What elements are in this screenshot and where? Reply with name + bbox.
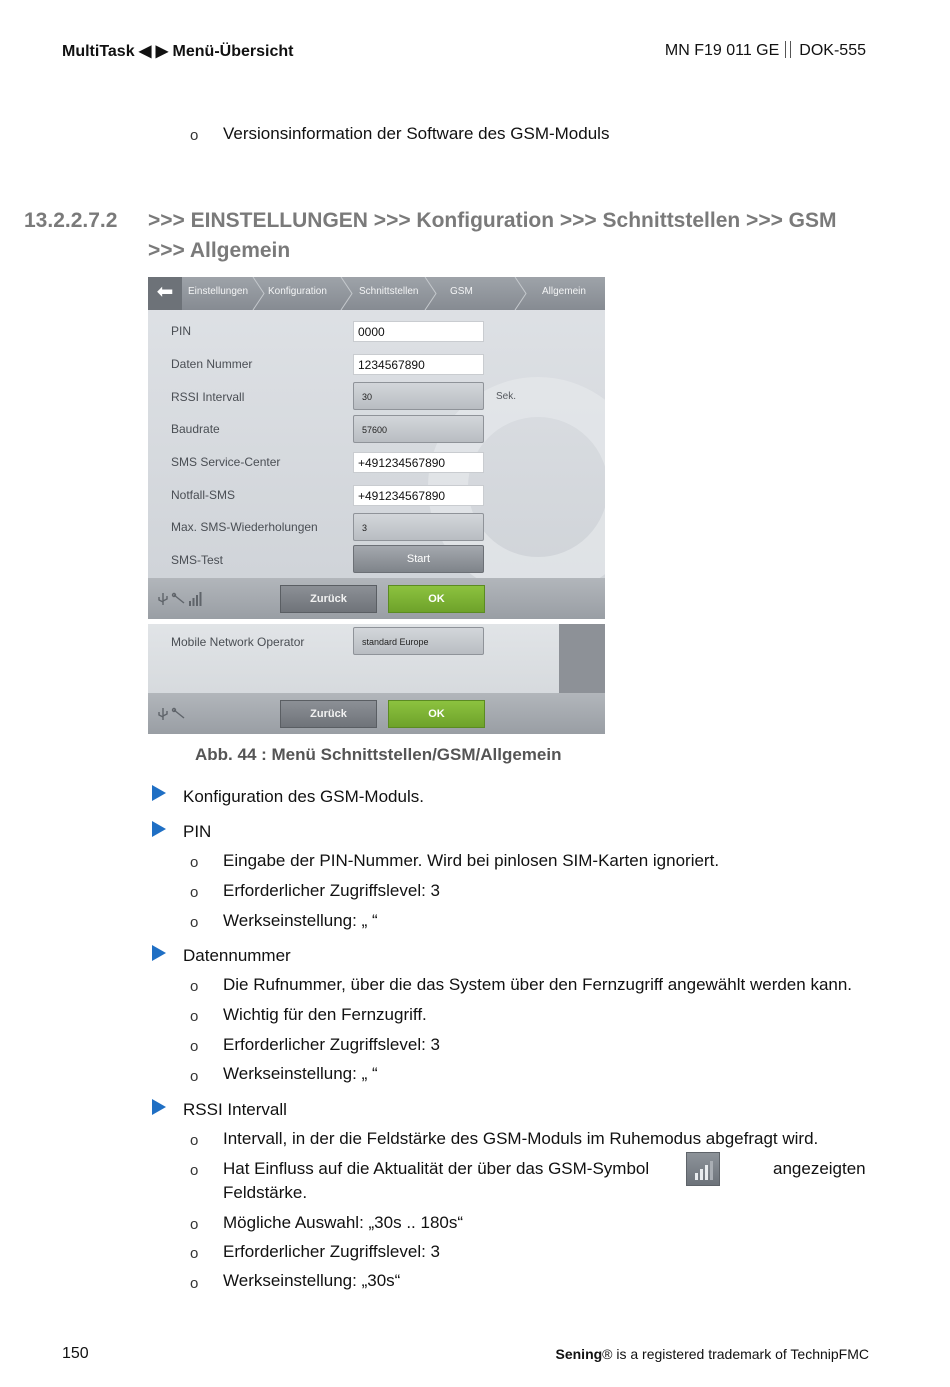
panel-footer [148,578,605,619]
usb-icon [159,708,167,720]
notfall-sms-input[interactable]: +491234567890 [353,485,484,506]
panel-footer [148,693,605,734]
header-divider [785,41,791,58]
usb-icon [159,593,167,605]
daten-nummer-label: Daten Nummer [171,357,253,371]
doc-number: MN F19 011 GE [664,42,780,59]
sub-bullet-marker: o [190,1068,199,1085]
brand-name: Sening [555,1346,603,1362]
sub-item: Erforderlicher Zugriffslevel: 3 [223,1035,440,1054]
triangle-bullet-icon [152,785,166,801]
ok-button[interactable]: OK [388,700,485,728]
sub-item: Hat Einfluss auf die Aktualität der über das GSM-Symbol [223,1159,650,1178]
sub-bullet-marker: o [190,1275,199,1292]
gsm-settings-screenshot [148,277,605,619]
sub-bullet-marker: o [190,1216,199,1233]
sub-bullet-marker: o [190,1132,199,1149]
scrollbar[interactable] [559,624,605,693]
zurueck-button[interactable]: Zurück [280,585,377,613]
sub-bullet-marker: o [190,884,199,901]
bullet-item: Konfiguration des GSM-Moduls. [183,787,424,806]
mobile-network-operator-label: Mobile Network Operator [171,635,305,649]
sub-item: Wichtig für den Fernzugriff. [223,1005,427,1024]
rssi-intervall-label: RSSI Intervall [171,390,245,404]
max-sms-wiederholungen-select[interactable]: 3 [353,513,484,541]
sub-item: Eingabe der PIN-Nummer. Wird bei pinlosen SIM-Karten ignoriert. [223,851,720,870]
sub-bullet-marker: o [190,127,199,144]
sub-bullet-marker: o [190,854,199,871]
trademark-text: ® is a registered trademark of TechnipFMC [602,1346,869,1362]
mobile-network-screenshot [148,624,605,734]
breadcrumb-gsm[interactable]: GSM [450,286,473,297]
mobile-network-operator-select[interactable]: standard Europe [353,627,484,655]
sub-item: Mögliche Auswahl: „30s .. 180s“ [223,1213,464,1232]
sub-item-continued: Feldstärke. [223,1183,308,1202]
breadcrumb-schnittstellen[interactable]: Schnittstellen [359,286,419,297]
doc-code: DOK-555 [799,42,866,59]
sub-item: Erforderlicher Zugriffslevel: 3 [223,881,440,900]
status-icons [157,591,207,607]
baudrate-select[interactable]: 57600 [353,415,484,443]
connection-icon [173,594,185,604]
max-sms-wiederholungen-label: Max. SMS-Wiederholungen [171,520,318,534]
trademark-notice [556,1346,870,1362]
breadcrumb-einstellungen[interactable]: Einstellungen [188,286,249,297]
arrow-left-icon: ⬅ [156,281,174,303]
triangle-bullet-icon [152,1099,166,1115]
ok-button[interactable]: OK [388,585,485,613]
section-title: >>> EINSTELLUNGEN >>> Konfiguration >>> Schnittstellen >>> GSM >>> Allgemein [148,209,837,262]
sub-bullet-marker: o [190,1245,199,1262]
notfall-sms-label: Notfall-SMS [171,488,236,502]
sub-item: Werkseinstellung: „ “ [223,911,378,930]
bullet-item: Datennummer [183,946,291,965]
bullet-item: PIN [183,822,212,841]
sub-item: Werkseinstellung: „30s“ [223,1271,401,1290]
daten-nummer-input[interactable]: 1234567890 [353,354,484,375]
sub-bullet-marker: o [190,914,199,931]
sub-item: Die Rufnummer, über die das System über den Fernzugriff angewählt werden kann. [223,975,853,994]
header-doc-id [665,41,866,60]
bullet-item: RSSI Intervall [183,1100,287,1119]
page-number: 150 [62,1345,89,1362]
breadcrumb-separator [340,277,354,310]
back-arrow-button[interactable] [148,277,182,310]
sub-item: Erforderlicher Zugriffslevel: 3 [223,1242,440,1261]
baudrate-label: Baudrate [171,422,220,436]
breadcrumb-separator [252,277,266,310]
figure-caption: Abb. 44 : Menü Schnittstellen/GSM/Allgemein [195,745,562,764]
sms-test-label: SMS-Test [171,553,224,567]
triangle-bullet-icon [152,821,166,837]
zurueck-button[interactable]: Zurück [280,700,377,728]
sub-bullet-marker: o [190,1008,199,1025]
sub-item: Werkseinstellung: „ “ [223,1064,378,1083]
signal-strength-icon [189,592,202,606]
triangle-bullet-icon [152,945,166,961]
breadcrumb-separator [424,277,438,310]
header-title: MultiTask ◀ ▶ Menü-Übersicht [62,43,294,60]
sms-service-center-label: SMS Service-Center [171,455,281,469]
breadcrumb-allgemein: Allgemein [542,286,586,297]
rssi-unit-label: Sek. [496,391,517,402]
breadcrumb-separator [514,277,528,310]
sms-service-center-input[interactable]: +491234567890 [353,452,484,473]
rssi-intervall-select[interactable]: 30 [353,382,484,410]
connection-icon [173,709,185,719]
sub-item: Intervall, in der die Feldstärke des GSM-Moduls im Ruhemodus abgefragt wird. [223,1129,819,1148]
status-icons [157,706,207,722]
sub-bullet-marker: o [190,978,199,995]
pin-input[interactable]: 0000 [353,321,484,342]
sub-bullet-marker: o [190,1162,199,1179]
sub-item: Versionsinformation der Software des GSM-Moduls [223,124,610,143]
breadcrumb [148,277,605,310]
sub-bullet-marker: o [190,1038,199,1055]
pin-label: PIN [171,324,192,338]
gsm-signal-icon [686,1152,720,1186]
sms-test-start-button[interactable]: Start [353,545,484,573]
breadcrumb-konfiguration[interactable]: Konfiguration [268,286,327,297]
sub-item-continued: angezeigten [773,1159,866,1178]
section-number: 13.2.2.7.2 [24,209,118,232]
